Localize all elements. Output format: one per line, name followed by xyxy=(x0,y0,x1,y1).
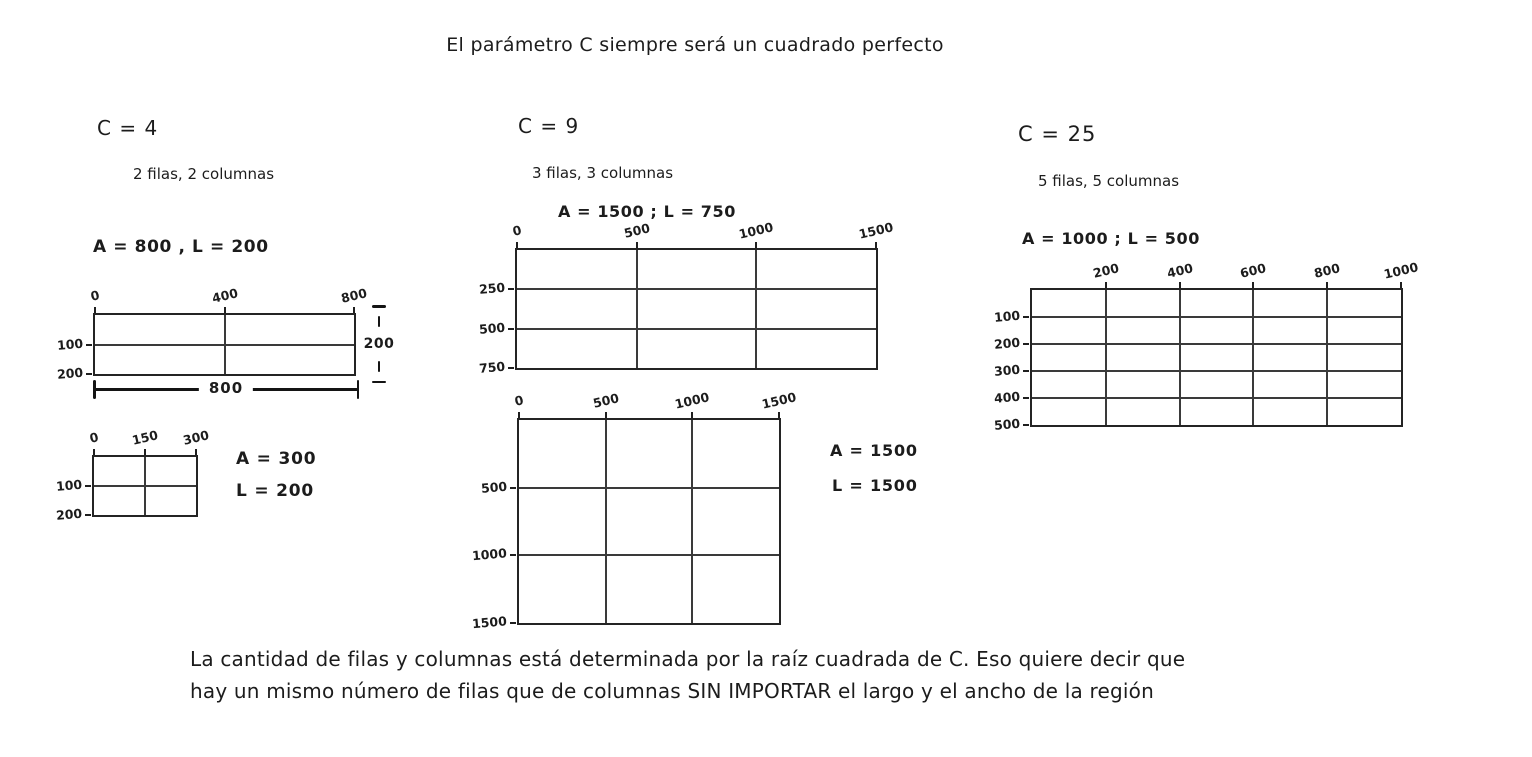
diagram-title: El parámetro C siempre será un cuadrado perfecto xyxy=(446,34,944,56)
x-tick-mark xyxy=(691,412,693,418)
y-tick-mark xyxy=(1023,424,1029,426)
x-tick-mark xyxy=(778,412,780,418)
y-tick-label: 1000 xyxy=(471,545,508,564)
footer-note-line1: La cantidad de filas y columnas está determinada por la raíz cuadrada de C. Eso quiere decir que xyxy=(190,647,1186,671)
y-tick-label: 100 xyxy=(993,307,1021,325)
section-c25-title: C = 25 xyxy=(1018,122,1097,146)
y-tick-mark xyxy=(1023,316,1029,318)
grid-hline xyxy=(94,485,196,487)
section-c4-title: C = 4 xyxy=(97,116,159,140)
y-tick-mark xyxy=(85,485,91,487)
x-tick-label: 800 xyxy=(339,285,369,306)
x-tick-label: 1500 xyxy=(760,389,798,412)
x-tick-mark xyxy=(195,449,197,455)
bracket-cap-top xyxy=(372,305,386,308)
y-tick-mark xyxy=(508,367,514,369)
x-tick-label: 1000 xyxy=(673,389,711,412)
x-tick-mark xyxy=(636,242,638,248)
grid-c4-small-length-label: L = 200 xyxy=(236,481,314,501)
x-tick-mark xyxy=(224,307,226,313)
section-c4-subtitle: 2 filas, 2 columnas xyxy=(133,165,275,183)
x-tick-label: 0 xyxy=(513,392,525,409)
y-tick-label: 200 xyxy=(55,505,83,523)
y-tick-mark xyxy=(510,554,516,556)
x-tick-label: 150 xyxy=(130,427,160,448)
x-tick-mark xyxy=(518,412,520,418)
grid-hline xyxy=(517,328,876,330)
grid-c9-params-label: A = 1500 ; L = 750 xyxy=(558,202,736,221)
bracket-segment xyxy=(378,316,381,327)
x-tick-label: 1000 xyxy=(1382,259,1420,282)
grid-vline xyxy=(691,420,693,623)
height-dimension-label: 200 xyxy=(363,336,395,352)
y-tick-label: 500 xyxy=(478,319,506,337)
x-tick-label: 200 xyxy=(1091,260,1121,281)
x-tick-label: 800 xyxy=(1312,260,1342,281)
grid-vline xyxy=(636,250,638,368)
grid-c9-square-area-label: A = 1500 xyxy=(830,441,918,460)
y-tick-label: 100 xyxy=(56,335,84,353)
grid-c4-main xyxy=(56,285,369,382)
section-c25-subtitle: 5 filas, 5 columnas xyxy=(1038,172,1180,190)
grid-hline xyxy=(1032,397,1401,399)
x-tick-label: 400 xyxy=(1165,260,1194,281)
grid-vline xyxy=(605,420,607,623)
x-tick-label: 300 xyxy=(181,427,211,448)
grid-vline xyxy=(1105,290,1107,425)
x-tick-label: 600 xyxy=(1238,260,1268,281)
y-tick-label: 100 xyxy=(55,476,83,494)
grid-vline xyxy=(1179,290,1181,425)
height-dimension-bracket xyxy=(362,305,396,383)
x-tick-mark xyxy=(1252,282,1254,288)
y-tick-label: 500 xyxy=(480,478,508,496)
footer-note xyxy=(190,643,1300,707)
grid-c25 xyxy=(993,259,1420,433)
x-tick-mark xyxy=(1105,282,1107,288)
grid-hline xyxy=(1032,370,1401,372)
x-tick-label: 400 xyxy=(210,285,239,306)
section-c9-title: C = 9 xyxy=(518,114,580,138)
grid-c4-small-area-label: A = 300 xyxy=(236,449,317,469)
y-tick-mark xyxy=(1023,370,1029,372)
grid-c25-params-label: A = 1000 ; L = 500 xyxy=(1022,229,1200,248)
y-tick-label: 400 xyxy=(993,388,1021,406)
section-c9-subtitle: 3 filas, 3 columnas xyxy=(532,164,674,182)
x-tick-mark xyxy=(875,242,877,248)
grid-c4-params-label: A = 800 , L = 200 xyxy=(93,237,269,257)
grid-c4-small xyxy=(55,427,211,523)
x-tick-mark xyxy=(353,307,355,313)
width-dimension-bracket xyxy=(93,377,359,401)
grid-hline xyxy=(1032,316,1401,318)
x-tick-mark xyxy=(605,412,607,418)
y-tick-label: 200 xyxy=(993,334,1021,352)
y-tick-label: 1500 xyxy=(471,613,508,632)
y-tick-mark xyxy=(1023,343,1029,345)
y-tick-label: 750 xyxy=(478,358,506,376)
grid-vline xyxy=(1326,290,1328,425)
x-tick-mark xyxy=(93,449,95,455)
x-tick-label: 1000 xyxy=(737,219,775,242)
y-tick-mark xyxy=(86,373,92,375)
y-tick-mark xyxy=(510,487,516,489)
grid-hline xyxy=(519,554,779,556)
y-tick-label: 500 xyxy=(993,415,1021,433)
grid-hline xyxy=(519,487,779,489)
y-tick-label: 300 xyxy=(993,361,1021,379)
grid-c9-wide xyxy=(478,219,895,376)
x-tick-label: 500 xyxy=(622,220,652,241)
grid-hline xyxy=(95,344,354,346)
x-tick-label: 0 xyxy=(89,287,101,304)
width-dimension-label: 800 xyxy=(199,379,253,397)
x-tick-label: 1500 xyxy=(857,219,895,242)
grid-vline xyxy=(1252,290,1254,425)
x-tick-label: 0 xyxy=(88,429,100,446)
y-tick-label: 250 xyxy=(478,279,506,298)
x-tick-mark xyxy=(1179,282,1181,288)
grid-c9-square-length-label: L = 1500 xyxy=(832,476,918,495)
x-tick-label: 500 xyxy=(591,390,621,411)
y-tick-mark xyxy=(86,344,92,346)
y-tick-mark xyxy=(85,514,91,516)
grid-vline xyxy=(755,250,757,368)
x-tick-mark xyxy=(755,242,757,248)
x-tick-mark xyxy=(144,449,146,455)
y-tick-mark xyxy=(508,288,514,290)
grid-hline xyxy=(1032,343,1401,345)
y-tick-label: 200 xyxy=(56,364,84,382)
bracket-cap-bottom xyxy=(372,381,386,384)
footer-note-line2: hay un mismo número de filas que de columnas SIN IMPORTAR el largo y el ancho de la región xyxy=(190,679,1154,703)
y-tick-mark xyxy=(1023,397,1029,399)
y-tick-mark xyxy=(508,328,514,330)
x-tick-mark xyxy=(1326,282,1328,288)
x-tick-label: 0 xyxy=(511,222,523,239)
y-tick-mark xyxy=(510,622,516,624)
grid-c9-square xyxy=(471,389,798,632)
grid-hline xyxy=(517,288,876,290)
x-tick-mark xyxy=(1400,282,1402,288)
bracket-segment xyxy=(378,361,381,372)
x-tick-mark xyxy=(94,307,96,313)
bracket-end-right xyxy=(357,380,360,399)
x-tick-mark xyxy=(516,242,518,248)
